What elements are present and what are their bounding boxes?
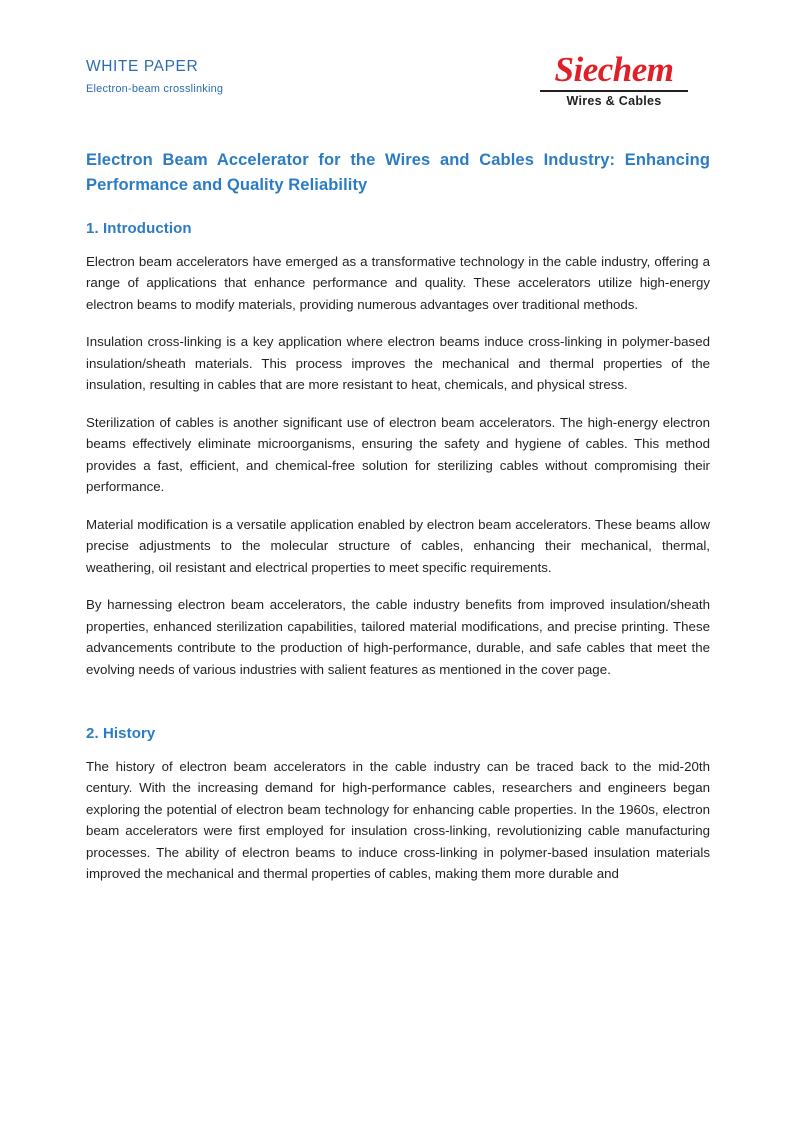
white-paper-label: WHITE PAPER bbox=[86, 58, 199, 75]
page-title: Electron Beam Accelerator for the Wires and Cables Industry: Enhancing Performance and Quality Reliability bbox=[86, 151, 710, 194]
section-heading-introduction: 1. Introduction bbox=[86, 219, 192, 237]
company-logo bbox=[514, 52, 714, 108]
logo-wordmark: Siechem bbox=[554, 50, 674, 89]
page-header bbox=[86, 50, 714, 118]
document-body bbox=[86, 148, 710, 885]
paragraph: The history of electron beam accelerators in the cable industry can be traced back to the mid-20th century. With the increasing demand for high-performance cables, researchers and engineers began exploring the potential of electron beam technology for enhancing cable properties. In the 1960s, electron beam accelerators were first employed for insulation cross-linking, revolutionizing cable manufacturing processes. The ability of electron beams to induce cross-linking in polymer-based insulation materials improved the mechanical and thermal properties of cables, making them more durable and bbox=[86, 758, 710, 882]
paragraph: Electron beam accelerators have emerged as a transformative technology in the cable industry, offering a range of applications that enhance performance and quality. These accelerators utilize high-energy electron beams to modify materials, providing numerous advantages over traditional methods. bbox=[86, 253, 710, 312]
paragraph: Insulation cross-linking is a key application where electron beams induce cross-linking in polymer-based insulation/sheath materials. This process improves the mechanical and thermal properties of the insulation, resulting in cables that are more resistant to heat, chemicals, and physical stress. bbox=[86, 334, 710, 393]
header-left-block bbox=[86, 58, 223, 95]
paragraph: Material modification is a versatile application enabled by electron beam accelerators. These beams allow precise adjustments to the molecular structure of cables, enhancing their mechanical, thermal, weathering, oil resistant and electrical properties to meet specific requirements. bbox=[86, 516, 710, 575]
paragraph: By harnessing electron beam accelerators, the cable industry benefits from improved insulation/sheath properties, enhanced sterilization capabilities, tailored material modifications, and precise printing. These advancements contribute to the production of high-performance, durable, and safe cables that meet the evolving needs of various industries with salient features as mentioned in the cover page. bbox=[86, 597, 710, 677]
logo-tagline: Wires & Cables bbox=[566, 94, 662, 108]
paragraph: Sterilization of cables is another significant use of electron beam accelerators. The high-energy electron beams effectively eliminate microorganisms, ensuring the safety and hygiene of cables. This method provides a fast, efficient, and chemical-free solution for sterilizing cables without compromising their performance. bbox=[86, 414, 710, 495]
white-paper-subtitle: Electron-beam crosslinking bbox=[86, 82, 224, 95]
section-heading-history: 2. History bbox=[86, 724, 156, 742]
logo-divider bbox=[540, 90, 688, 92]
